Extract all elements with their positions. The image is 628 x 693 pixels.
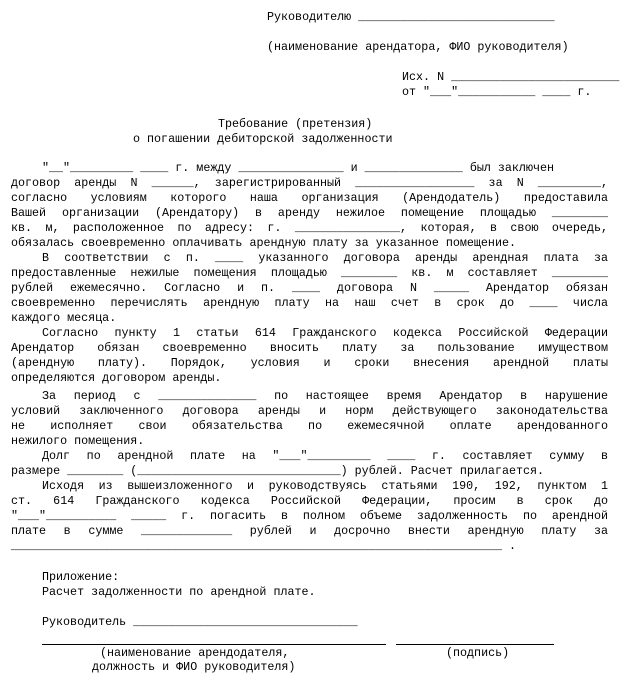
body-line: каждого месяца. [11,311,117,325]
body-line: кв. м, расположенное по адресу: г. _______________, которая, в свою очередь, [11,221,608,235]
addressee-line: Руководителю ____________________________ [267,10,555,24]
body-line: ______________________________________________________________________ . [11,539,516,553]
body-line: В соответствии с п. ____ указанного договора аренды арендная плата за [42,251,608,265]
body-line: согласно условиям которого наша организация (Арендодатель) предоставила [11,191,608,205]
body-line: размере ________ (_____________________________) рублей. Расчет прилагается. [11,464,545,478]
name-signature-line [42,644,386,645]
body-line: своевременно перечислять арендную плату на наш счет в срок до ____ числа [11,296,608,310]
attachment-label: Приложение: [42,570,120,584]
outgoing-date-line: от "___"___________ ____ г. [402,85,592,99]
body-line: ст. 614 Гражданского кодекса Российской Федерации, просим в срок до [11,494,608,508]
body-line: нежилого помещения. [11,434,145,448]
document-title: Требование (претензия) [218,117,373,131]
body-line: Долг по арендной плате на "___"_________ ____ г. составляет сумму в [42,449,608,463]
signature-line [396,644,554,645]
body-line: Согласно пункту 1 статьи 614 Гражданского кодекса Российской Федерации [42,326,608,340]
body-line: Исходя из вышеизложенного и руководствуясь статьями 190, 192, пунктом 1 [42,479,608,493]
body-line: Арендатор обязан своевременно вносить плату за пользование имуществом [11,341,608,355]
outgoing-number-line: Исх. N ________________________ [402,70,620,84]
signature-caption: (подпись) [446,646,510,660]
body-line: не исполняет свои обязательства по ежемесячной оплате арендованного [11,419,608,433]
body-line: "___"__________ _____ г. погасить в полном объеме задолженность по арендной [11,509,608,523]
name-caption: (наименование арендодателя, [100,646,290,660]
signature-label: Руководитель ________________________________ [42,615,358,629]
body-line: "__"_________ ____ г. между _______________ и ______________ был заключен [42,161,554,175]
attachment-item: Расчет задолженности по арендной плате. [42,585,316,599]
body-line: условий заключенного договора аренды и норм действующего законодательства [11,404,608,418]
name-caption-2: должность и ФИО руководителя) [92,660,296,674]
body-line: плате в сумме _____________ рублей и досрочно внести арендную плату за [11,524,608,538]
body-line: определяются договором аренды. [11,371,222,385]
body-line: (арендную плату). Порядок, условия и сроки внесения арендной платы [11,356,608,370]
body-line: предоставленные нежилые помещения площадью ________ кв. м составляет ________ [11,266,608,280]
addressee-caption: (наименование арендатора, ФИО руководителя) [267,40,569,54]
body-line: За период с ______________ по настоящее время Арендатор в нарушение [42,389,608,403]
body-line: Вашей организации (Арендатору) в аренду нежилое помещение площадью ________ [11,206,608,220]
body-line: договор аренды N ______, зарегистрированный _________________ за N _________, [11,176,608,190]
body-line: обязалась своевременно оплачивать арендную плату за указанное помещение. [11,236,516,250]
body-line: рублей ежемесячно. Согласно и п. ____ договора N _____ Арендатор обязан [11,281,608,295]
document-subtitle: о погашении дебиторской задолженности [133,132,393,146]
